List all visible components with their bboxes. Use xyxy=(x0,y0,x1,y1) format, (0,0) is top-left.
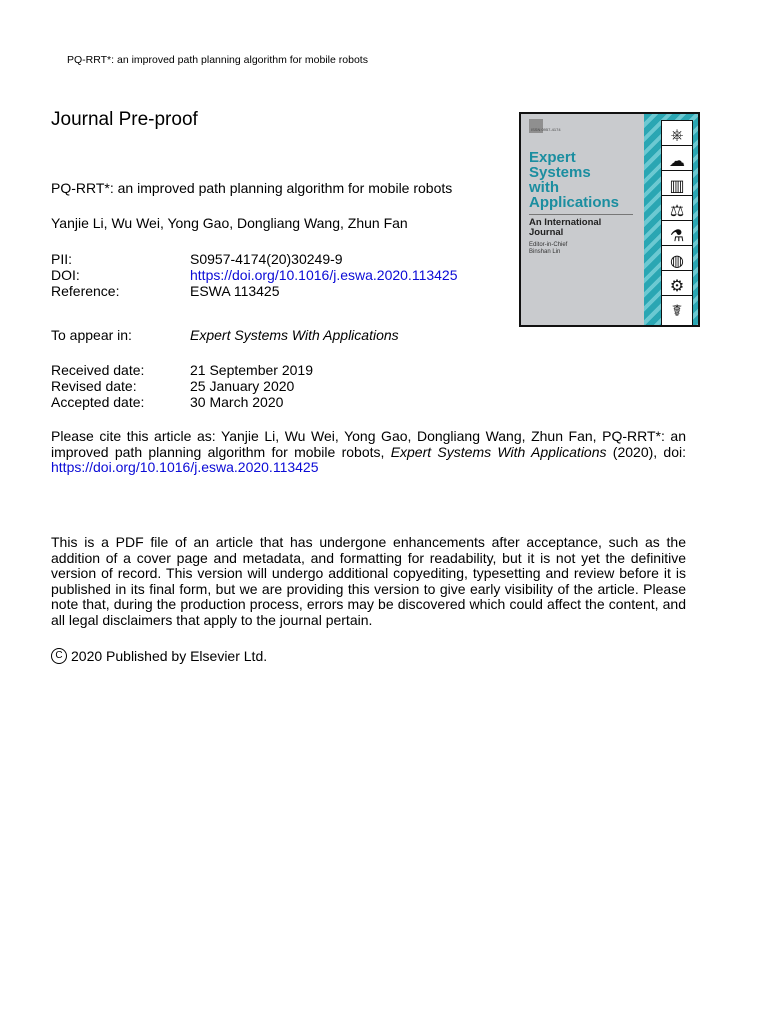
scales-icon: ⚖ xyxy=(661,195,693,227)
cover-rule xyxy=(529,214,633,215)
cover-subtitle xyxy=(529,218,601,238)
cover-title-line: Systems xyxy=(529,164,591,181)
running-header: PQ-RRT*: an improved path planning algorithm for mobile robots xyxy=(67,54,368,66)
cover-editor xyxy=(529,242,567,256)
copyright-line xyxy=(51,648,267,664)
received-label: Received date: xyxy=(51,362,145,378)
robot-icon: ⚙ xyxy=(661,270,693,302)
cover-editor-line: Binshan Lin xyxy=(529,249,561,255)
revised-value: 25 January 2020 xyxy=(190,378,295,394)
accepted-value: 30 March 2020 xyxy=(190,394,284,410)
received-value: 21 September 2019 xyxy=(190,362,313,378)
journal-preproof-heading: Journal Pre-proof xyxy=(51,109,198,130)
citation-journal: Expert Systems With Applications xyxy=(390,443,607,460)
steering-wheel-icon: ⎈ xyxy=(661,120,693,152)
reference-label: Reference: xyxy=(51,283,120,299)
article-authors: Yanjie Li, Wu Wei, Yong Gao, Dongliang Wang, Zhun Fan xyxy=(51,215,408,231)
reference-value: ESWA 113425 xyxy=(190,283,280,299)
doi-label: DOI: xyxy=(51,267,80,283)
microscope-icon: ⚗ xyxy=(661,220,693,252)
cover-title-line: with xyxy=(529,179,559,196)
cover-title-line: Applications xyxy=(529,194,620,211)
appear-in-label: To appear in: xyxy=(51,327,132,343)
article-title: PQ-RRT*: an improved path planning algorithm for mobile robots xyxy=(51,180,453,196)
globe-icon: ◍ xyxy=(661,245,693,277)
journal-cover xyxy=(519,112,700,327)
cover-issn: ISSN 0957-4174 xyxy=(531,127,561,132)
copyright-icon: C xyxy=(51,648,67,664)
cover-subtitle-line: Journal xyxy=(529,227,564,238)
accepted-label: Accepted date: xyxy=(51,394,145,410)
brain-icon: ☁ xyxy=(661,145,693,177)
cover-title-line: Expert xyxy=(529,149,576,166)
appear-in-value: Expert Systems With Applications xyxy=(190,327,399,343)
revised-label: Revised date: xyxy=(51,378,137,394)
cover-title xyxy=(529,150,619,210)
citation-text: Please cite this article as: Yanjie Li, Wu Wei, Yong Gao, Dongliang Wang, Zhun Fan, PQ-RRT*: an improved path planning algorithm for mobile robots, xyxy=(51,428,686,460)
cover-editor-line: Editor-in-Chief xyxy=(529,242,568,248)
doi-link[interactable]: https://doi.org/10.1016/j.eswa.2020.113425 xyxy=(190,267,458,283)
preproof-notice: This is a PDF file of an article that has undergone enhancements after acceptance, such as the addition of a cover page and metadata, and formatting for readability, but it is not yet the definitive version of record. This version will undergo additional copyediting, typesetting and review before it is published in its final form, but we are providing this version to give early visibility of the article. Please note that, during the production process, errors may be discovered which could affect the content, and all legal disclaimers that apply to the journal pertain. xyxy=(51,534,686,628)
citation-doi-link[interactable]: https://doi.org/10.1016/j.eswa.2020.113425 xyxy=(51,459,319,476)
bar-chart-icon: ▥ xyxy=(661,170,693,202)
cover-subtitle-line: An International xyxy=(529,217,602,228)
caduceus-icon: ☤ xyxy=(661,295,693,327)
pii-label: PII: xyxy=(51,251,73,267)
citation-paragraph xyxy=(51,429,686,476)
pii-value: S0957-4174(20)30249-9 xyxy=(190,251,343,267)
citation-suffix: (2020), doi: xyxy=(612,443,687,460)
copyright-text: 2020 Published by Elsevier Ltd. xyxy=(71,648,268,664)
